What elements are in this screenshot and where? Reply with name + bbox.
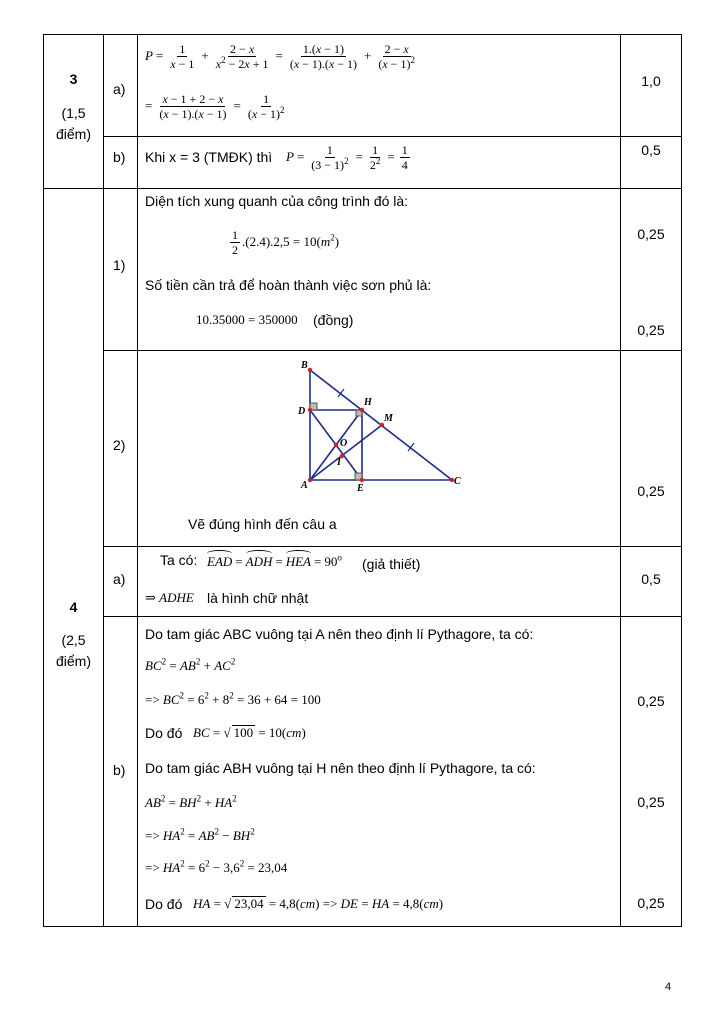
q3-points-unit: điểm)	[55, 126, 91, 142]
label-C: C	[454, 476, 461, 487]
q4b-line4-math: BC = √ 100 = 10(cm)	[193, 725, 306, 740]
q4-2-score: 0,25	[637, 483, 665, 499]
row-divider-q3a	[103, 136, 682, 137]
q3a-formula-line2: = $\frac{x - 1 + 2 - x}{(x - 1).(x - 1)}$ = $\frac{1}{(x - 1)^2}$	[145, 91, 285, 121]
label-B: B	[301, 360, 308, 371]
table-col-divider-2	[137, 34, 138, 927]
q4b-score-1: 0,25	[637, 693, 665, 709]
q4b-score-2: 0,25	[637, 794, 665, 810]
q4-1-money-suffix: (đồng)	[313, 312, 354, 328]
label-I: I	[337, 457, 341, 468]
q4b-line2: $BC^2 = AB^2 + AC^2$	[145, 656, 236, 673]
q3-points: (1,5	[61, 105, 86, 121]
row-divider-q4-2	[103, 546, 682, 547]
q4b-line5: Do tam giác ABH vuông tại H nên theo định lí Pythagore, ta có:	[145, 760, 536, 776]
q4b-line8: => $HA^2 = 6^2 - 3,6^2 = 23,04$	[145, 858, 288, 875]
label-M: M	[384, 413, 393, 424]
table-col-divider-1	[103, 34, 104, 927]
row-divider-q3-end	[43, 188, 682, 189]
q4a-line1-prefix: Ta có:	[160, 552, 198, 568]
q4-points: (2,5	[61, 632, 86, 648]
q3b-label: b)	[113, 149, 126, 165]
q4-points-unit: điểm)	[55, 653, 91, 669]
table-border-left	[43, 34, 44, 927]
q3a-label: a)	[113, 81, 126, 97]
q4-2-label: 2)	[113, 437, 126, 453]
q4a-line2-suffix: là hình chữ nhật	[207, 590, 309, 606]
q4b-score-3: 0,25	[637, 895, 665, 911]
q4a-line1-suffix: (giả thiết)	[362, 556, 421, 572]
label-E: E	[357, 483, 364, 494]
q4-number: 4	[69, 599, 78, 615]
label-H: H	[364, 397, 372, 408]
q4-1-money-formula: 10.35000 = 350000	[196, 312, 298, 327]
row-divider-q4-a	[103, 616, 682, 617]
q4a-label: a)	[113, 571, 126, 587]
page-number: 4	[665, 981, 672, 993]
q4b-line6: $AB^2 = BH^2 + HA^2$	[145, 793, 237, 810]
row-divider-q4-1	[103, 350, 682, 351]
table-border-right	[681, 34, 682, 927]
q3b-text: Khi x = 3 (TMĐK) thì	[145, 149, 273, 165]
q3-number: 3	[69, 71, 78, 87]
q3b-score: 0,5	[641, 142, 661, 158]
table-border-bottom	[43, 926, 682, 927]
q4-1-line2: Số tiền cần trả để hoàn thành việc sơn phủ là:	[145, 277, 432, 293]
q4b-label: b)	[113, 762, 126, 778]
q4b-line7: => $HA^2 = AB^2 - BH^2$	[145, 826, 255, 843]
q4-1-label: 1)	[113, 257, 126, 273]
q4-1-score-a: 0,25	[637, 226, 665, 242]
q3a-score: 1,0	[641, 73, 661, 89]
label-A: A	[301, 480, 308, 491]
q4b-line1: Do tam giác ABC vuông tại A nên theo định lí Pythagore, ta có:	[145, 626, 534, 642]
table-border-top	[43, 34, 682, 35]
q4b-line9-math: HA = √ 23,04 = 4,8(cm) => DE = HA = 4,8(cm)	[193, 896, 444, 911]
q4a-line2-math: ⇒ ADHE	[145, 590, 194, 605]
label-O: O	[340, 438, 348, 449]
q4-2-caption: Vẽ đúng hình đến câu a	[188, 516, 337, 532]
q3a-formula-line1: P = $\frac{1}{x - 1}$ + $\frac{2 - x}{x^2 - 2x + 1}$ = $\frac{1.(x - 1)}{(x - 1).(x - 1)}$ + $\frac{2 - x}{(x - 1)^2}$	[145, 41, 415, 71]
q3b-formula: P = $\frac{1}{(3 - 1)^2}$ = $\frac{1}{2^2}$ = $\frac{1}{4}$	[286, 142, 408, 172]
q4b-line3: => $BC^2 = 6^2 + 8^2 = 36 + 64 = 100$	[145, 690, 321, 707]
geometry-figure	[290, 356, 470, 496]
q4-1-score-b: 0,25	[637, 322, 665, 338]
q4a-angle-formula: EAD = ADH = HEA = 90$^o$	[207, 552, 342, 569]
q4-1-line1: Diện tích xung quanh của công trình đó là:	[145, 193, 409, 209]
q4-1-area-formula: $\frac{1}{2}$ $.(2.4).2,5 = 10(m^2)$	[232, 227, 340, 257]
q4b-line9-prefix: Do đó	[145, 896, 183, 912]
q4a-score: 0,5	[641, 571, 661, 587]
q4b-line4-prefix: Do đó	[145, 725, 183, 741]
label-D: D	[298, 406, 306, 417]
